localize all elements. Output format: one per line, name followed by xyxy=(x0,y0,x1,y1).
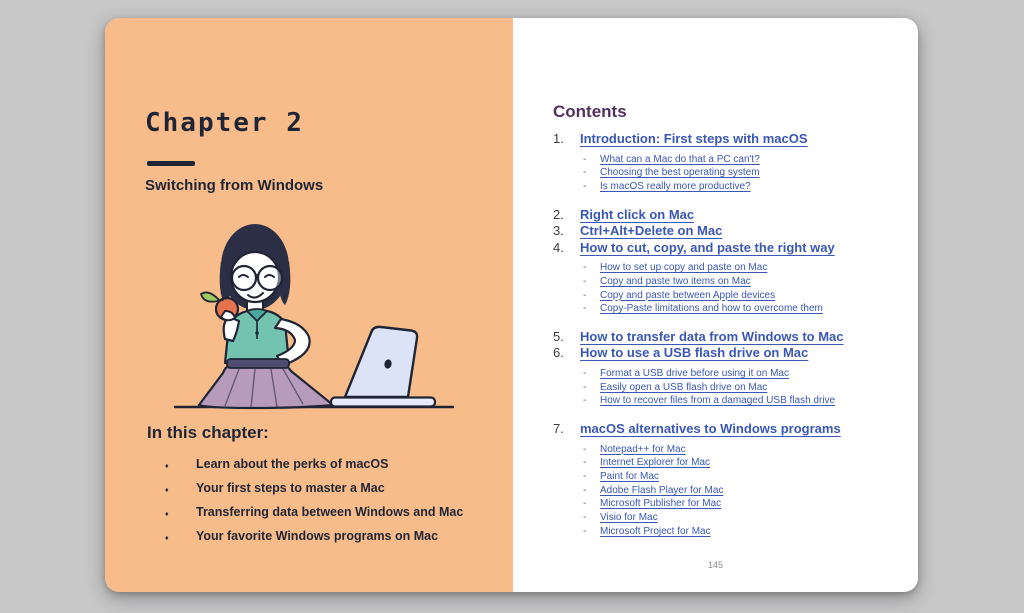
glasses-left-lens xyxy=(232,266,256,290)
toc-subitem xyxy=(553,180,893,194)
toc-subitem xyxy=(553,302,893,316)
toc-sublink[interactable]: Microsoft Project for Mac xyxy=(600,525,711,537)
toc-link-right-click[interactable]: Right click on Mac xyxy=(580,206,695,222)
page-number: 145 xyxy=(707,560,724,570)
toc-item-number: 2. xyxy=(553,206,564,222)
toc-item-number: 3. xyxy=(553,223,564,239)
toc-item xyxy=(553,131,893,148)
table-of-contents xyxy=(553,131,893,551)
toc-group xyxy=(553,207,893,316)
toc-subitem xyxy=(553,394,893,408)
toc-item xyxy=(553,345,893,362)
toc-subitem xyxy=(553,381,893,395)
toc-subitem xyxy=(553,497,893,511)
toc-subitem xyxy=(553,275,893,289)
toc-subitem xyxy=(553,153,893,167)
toc-item xyxy=(553,223,893,240)
toc-sublist xyxy=(553,443,893,539)
toc-sublink[interactable]: Copy and paste between Apple devices xyxy=(600,289,776,301)
toc-link-ctrl-alt-delete[interactable]: Ctrl+Alt+Delete on Mac xyxy=(580,223,723,239)
chapter-bullet-list xyxy=(147,458,477,554)
chapter-subtitle: Switching from Windows xyxy=(145,177,324,194)
toc-item-number: 7. xyxy=(553,421,564,437)
toc-subitem xyxy=(553,289,893,303)
toc-link-usb-flash-drive[interactable]: How to use a USB flash drive on Mac xyxy=(580,345,809,361)
toc-item-number: 4. xyxy=(553,239,564,255)
toc-subitem xyxy=(553,443,893,457)
toc-sublink[interactable]: Microsoft Publisher for Mac xyxy=(600,498,722,510)
woman-with-apple-and-laptop-illustration xyxy=(173,221,465,418)
laptop-base xyxy=(331,398,435,407)
toc-subitem xyxy=(553,367,893,381)
toc-sublist xyxy=(553,367,893,408)
toc-sublink[interactable]: Internet Explorer for Mac xyxy=(600,457,711,469)
toc-subitem xyxy=(553,470,893,484)
toc-sublink[interactable]: Easily open a USB flash drive on Mac xyxy=(600,381,768,393)
toc-sublink[interactable]: How to set up copy and paste on Mac xyxy=(600,262,768,274)
toc-item-number: 6. xyxy=(553,345,564,361)
chapter-bullet-item: ♦ Transferring data between Windows and Mac xyxy=(147,506,477,519)
in-this-chapter-heading: In this chapter: xyxy=(147,423,269,442)
toc-sublink[interactable]: Visio for Mac xyxy=(600,512,658,524)
toc-sublink[interactable]: How to recover files from a damaged USB flash drive xyxy=(600,395,836,407)
toc-item xyxy=(553,240,893,257)
skirt xyxy=(199,367,333,408)
glasses-right-lens xyxy=(258,266,282,290)
toc-sublink[interactable]: Paint for Mac xyxy=(600,470,659,482)
toc-link-cut-copy-paste[interactable]: How to cut, copy, and paste the right way xyxy=(580,239,835,255)
contents-page xyxy=(513,18,918,592)
toc-subitem xyxy=(553,511,893,525)
toc-subitem xyxy=(553,525,893,539)
toc-item xyxy=(553,329,893,346)
toc-group xyxy=(553,131,893,194)
toc-sublink[interactable]: Format a USB drive before using it on Mac xyxy=(600,367,789,379)
toc-sublink[interactable]: Notepad++ for Mac xyxy=(600,443,686,455)
toc-sublink[interactable]: Choosing the best operating system xyxy=(600,167,760,179)
chapter-title: Chapter 2 xyxy=(145,108,304,138)
contents-heading: Contents xyxy=(553,102,627,121)
toc-link-macos-alternatives[interactable]: macOS alternatives to Windows programs xyxy=(580,421,841,437)
book-spread xyxy=(105,18,918,592)
toc-subitem xyxy=(553,456,893,470)
toc-subitem xyxy=(553,484,893,498)
laptop-lid xyxy=(345,327,417,397)
toc-sublink[interactable]: Is macOS really more productive? xyxy=(600,180,751,192)
toc-sublink[interactable]: Adobe Flash Player for Mac xyxy=(600,484,724,496)
waistband xyxy=(227,359,289,368)
toc-subitem xyxy=(553,261,893,275)
chapter-cover-page xyxy=(105,18,513,592)
toc-item-number: 5. xyxy=(553,328,564,344)
toc-sublist xyxy=(553,261,893,316)
chapter-bullet-item: ♦ Your first steps to master a Mac xyxy=(147,482,477,495)
chapter-bullet-item: ♦ Your favorite Windows programs on Mac xyxy=(147,530,477,543)
toc-sublink[interactable]: What can a Mac do that a PC can't? xyxy=(600,153,760,165)
toc-item-number: 1. xyxy=(553,131,564,146)
chapter-bullet-item: ♦ Learn about the perks of macOS xyxy=(147,458,477,471)
toc-sublist xyxy=(553,153,893,194)
toc-group xyxy=(553,329,893,408)
toc-sublink[interactable]: Copy and paste two items on Mac xyxy=(600,275,751,287)
toc-subitem xyxy=(553,166,893,180)
toc-link-transfer-data[interactable]: How to transfer data from Windows to Mac xyxy=(580,328,844,344)
toc-sublink[interactable]: Copy-Paste limitations and how to overcome them xyxy=(600,303,823,315)
toc-link-introduction[interactable]: Introduction: First steps with macOS xyxy=(580,131,808,146)
apple-leaf xyxy=(201,292,219,301)
toc-group xyxy=(553,421,893,538)
toc-item xyxy=(553,207,893,224)
toc-item xyxy=(553,421,893,438)
title-underline-rule xyxy=(147,161,195,166)
